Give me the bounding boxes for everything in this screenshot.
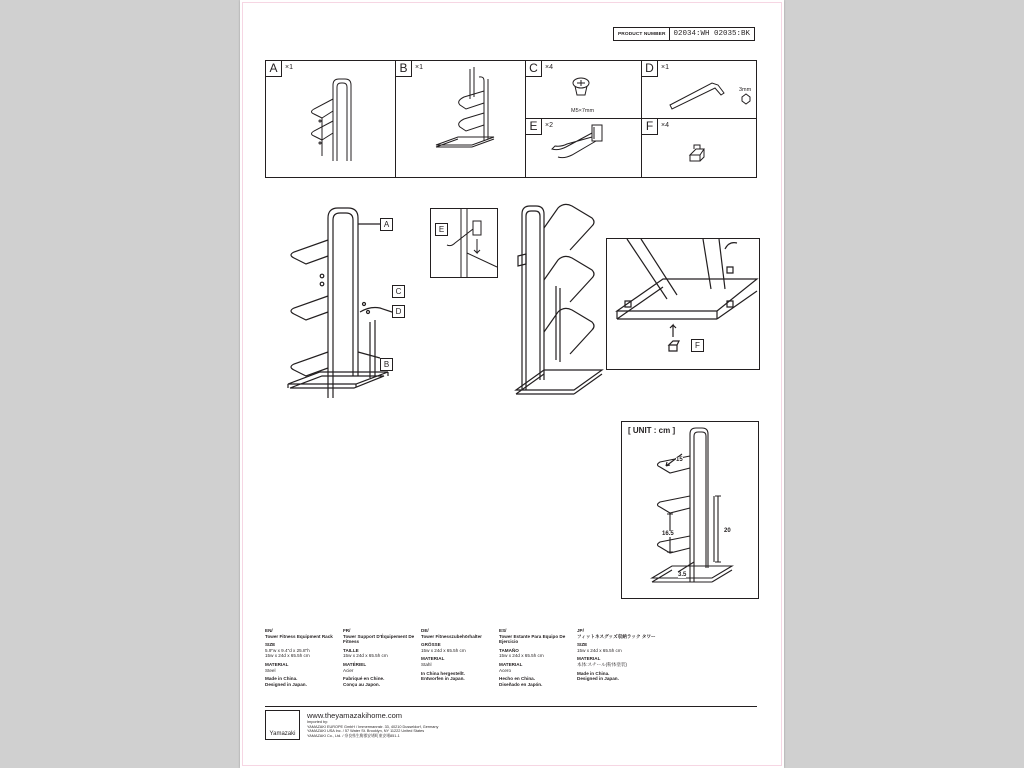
part-cell-d [642, 61, 756, 119]
material-label: MATERIAL [499, 661, 523, 667]
lang-code: DE/ [421, 628, 429, 633]
part-letter-c: C [526, 61, 542, 77]
importer-info [307, 720, 438, 738]
part-qty-f: ×4 [661, 122, 669, 129]
parts-grid [265, 60, 757, 178]
part-qty-e: ×2 [545, 122, 553, 129]
part-cell-b [396, 61, 526, 177]
website-link[interactable]: www.theyamazakihome.com [307, 711, 403, 720]
height-dimension: 20 [724, 528, 731, 534]
part-cell-e [526, 119, 642, 177]
dimension-rack-drawing [622, 422, 758, 598]
footer-divider [265, 706, 757, 707]
lang-col-jp [577, 628, 687, 682]
assembly-step-2-drawing [510, 200, 620, 400]
hook-drawing [526, 119, 642, 177]
product-name: Tower Estante Para Equipo De Ejercicio [499, 633, 566, 645]
material-label: MATERIAL [577, 656, 601, 662]
material-label: MATERIAL [265, 661, 289, 667]
origin-made: Made in China. [265, 676, 298, 682]
product-name: フィットネスグッズ収納ラック タワー [577, 633, 656, 639]
origin-made: Fabriqué en Chine. [343, 676, 385, 682]
product-number-value: 02034:WH 02035:BK [673, 30, 751, 38]
part-letter-a: A [266, 61, 282, 77]
part-cell-f [642, 119, 756, 177]
product-name: Tower Support D'Équipement De Fitness [343, 633, 415, 645]
material-value: Acero [499, 667, 512, 673]
width-dimension: 15 [676, 457, 683, 463]
material-value: 本体:スチール(粉体塗装) [577, 661, 628, 667]
foot-pad-drawing [642, 119, 756, 177]
size-value: 15w x 24d x 65.5h cm [499, 653, 544, 659]
size-value: 15w x 24d x 65.5h cm [421, 647, 466, 653]
product-name: Tower Fitness Equipment Rack [265, 633, 333, 639]
detail-e-inset [430, 208, 498, 278]
hex-key-size-caption: 3mm [739, 87, 752, 93]
importer-usa: YAMAZAKI USA Inc. / 57 Water St. Brooklyn, NY 11222 United States [307, 729, 425, 734]
foot-pad-insert-drawing [607, 239, 759, 369]
origin-designed: Entworfen in Japan. [421, 676, 465, 682]
product-number-box [613, 27, 755, 41]
origin-made: In China hergestellt. [421, 670, 465, 676]
importer-japan: YAMAZAKI Co., Ltd. / 奈良県生駒郡安堵町東安堵851-1 [307, 733, 400, 738]
lang-code: EN/ [265, 628, 273, 633]
screw-size-caption: M5×7mm [571, 108, 595, 114]
unit-label: [ UNIT : cm ] [628, 426, 676, 435]
lang-col-en [265, 628, 347, 687]
lang-code: FR/ [343, 628, 351, 633]
size-value-metric: 15w x 24d x 65.5h cm [265, 653, 310, 659]
origin-designed: Conçu au Japon. [343, 681, 381, 687]
lang-col-es [499, 628, 581, 687]
size-label: SIZE [577, 642, 588, 648]
lang-col-fr [343, 628, 425, 687]
part-qty-b: ×1 [415, 64, 423, 71]
importer-europe: YAMAZAKI EUROPE GmbH / Immermannstr. 33, 40210 Dusseldorf, Germany [307, 724, 439, 729]
part-letter-e: E [526, 119, 542, 135]
size-value: 5.9"w x 9.4"d x 25.8"h [265, 647, 310, 653]
part-cell-c [526, 61, 642, 119]
callout-c-step1: C [392, 285, 405, 298]
size-label: TAILLE [343, 647, 359, 653]
size-label: GRÖSSE [421, 642, 441, 648]
depth-dimension: 3.5 [678, 572, 687, 578]
origin-designed: Designed in Japan. [265, 681, 307, 687]
callout-e-detail: E [435, 223, 448, 236]
product-name: Tower Fitnesszubehörhalter [421, 633, 482, 639]
part-qty-d: ×1 [661, 64, 669, 71]
size-label: SIZE [265, 642, 276, 648]
material-value: Steel [265, 667, 276, 673]
callout-d-step1: D [392, 305, 405, 318]
part-letter-b: B [396, 61, 412, 77]
instruction-sheet [240, 0, 784, 768]
part-letter-f: F [642, 119, 658, 135]
origin-made: Made in China. [577, 670, 610, 676]
lang-code: JP/ [577, 628, 584, 633]
part-qty-c: ×4 [545, 64, 553, 71]
detail-f-inset [606, 238, 760, 370]
size-value: 15w x 24d x 65.5h cm [343, 653, 388, 659]
part-cell-a [266, 61, 396, 177]
material-value: Acier [343, 667, 354, 673]
part-qty-a: ×1 [285, 64, 293, 71]
product-number-label: PRODUCT NUMBER [614, 28, 670, 40]
assembly-step-1-drawing [280, 200, 430, 420]
dimension-box [621, 421, 759, 599]
part-letter-d: D [642, 61, 658, 77]
imported-by-label: Imported by: [307, 720, 329, 724]
callout-f-detail: F [691, 339, 704, 352]
yamazaki-logo: Yamazaki [265, 710, 300, 740]
material-value: Stahl [421, 661, 432, 667]
shelf-gap-dimension: 16.5 [662, 531, 674, 537]
rack-frame-a-drawing [266, 61, 396, 177]
material-label: MATERIAL [421, 656, 445, 662]
rack-frame-b-drawing [396, 61, 526, 177]
callout-b-step1: B [380, 358, 393, 371]
hook-insert-drawing [431, 209, 497, 277]
lang-col-de [421, 628, 503, 682]
size-value: 15w x 24d x 65.5h cm [577, 647, 622, 653]
size-label: TAMAÑO [499, 647, 519, 653]
material-label: MATÉRIEL [343, 661, 367, 667]
callout-a-step1: A [380, 218, 393, 231]
origin-designed: Diseñado en Japón. [499, 681, 543, 687]
origin-made: Hecho en China. [499, 676, 535, 682]
origin-designed: Designed in Japan. [577, 676, 619, 682]
lang-code: ES/ [499, 628, 507, 633]
